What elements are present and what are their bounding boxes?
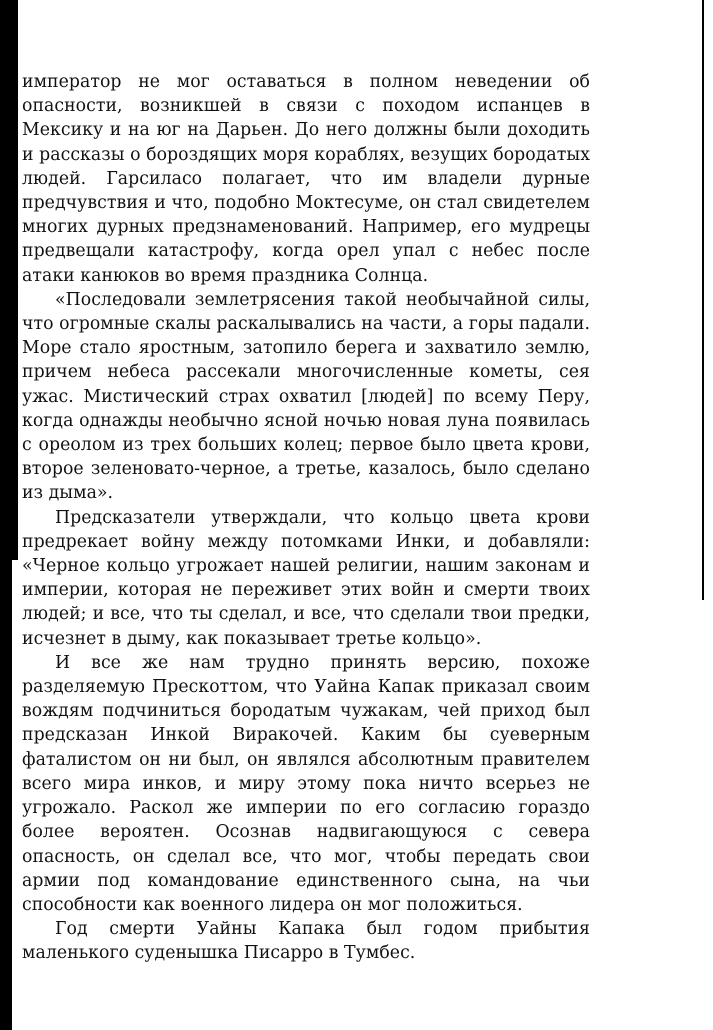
- body-text: [22, 70, 590, 966]
- scan-edge-right: [702, 0, 704, 600]
- scan-edge-left-shadow: [12, 0, 18, 560]
- paragraph-4: И все же нам трудно принять версию, похоже разделяемую Прескоттом, что Уайна Капак приказал своим вождям подчиниться бородатым чужакам, чей приход был предсказан Инкой Виракочей. Каким бы суеверным фаталистом он ни был, он являлся абсолютным правителем всего мира инков, и миру этому пока ничто всерьез не угрожало. Раскол же империи по его согласию гораздо более вероятен. Осознав надвигающуюся с севера опасность, он сделал все, что мог, чтобы передать свои армии под командование единственного сына, на чьи способности как военного лидера он мог положиться.: [22, 652, 590, 915]
- paragraph-3: Предсказатели утверждали, что кольцо цвета крови предрекает войну между потомками Инки, и добавляли: «Черное кольцо угрожает нашей религии, нашим законам и империи, которая не переживет этих войн и смерти твоих людей; и все, что ты сделал, и все, что сделали твои предки, исчезнет в дыму, как показывает третье кольцо».: [22, 507, 590, 649]
- paragraph-2: «Последовали землетрясения такой необычайной силы, что огромные скалы раскалывались на части, а горы падали. Море стало яростным, затопило берега и захватило землю, причем небеса рассекали многочисленные кометы, сея ужас. Мистический страх охватил [людей] по всему Перу, когда однажды необычно ясной ночью новая луна появилась с ореолом из трех больших колец; первое было цвета крови, второе зеленовато-черное, а третье, казалось, было сделано из дыма».: [22, 289, 590, 504]
- scan-edge-left: [0, 0, 12, 1030]
- paragraph-1: император не мог оставаться в полном неведении об опасности, возникшей в связи с походом испанцев в Мексику и на юг на Дарьен. До него должны были доходить и рассказы о бороздящих моря кораблях, везущих бородатых людей. Гарсиласо полагает, что им владели дурные предчувствия и что, подобно Моктесуме, он стал свидетелем многих дурных предзнаменований. Например, его мудрецы предвещали катастрофу, когда орел упал с небес после атаки канюков во время праздника Солнца.: [22, 72, 590, 286]
- paragraph-5: Год смерти Уайны Капака был годом прибытия маленького суденышка Писарро в Тумбес.: [22, 919, 590, 964]
